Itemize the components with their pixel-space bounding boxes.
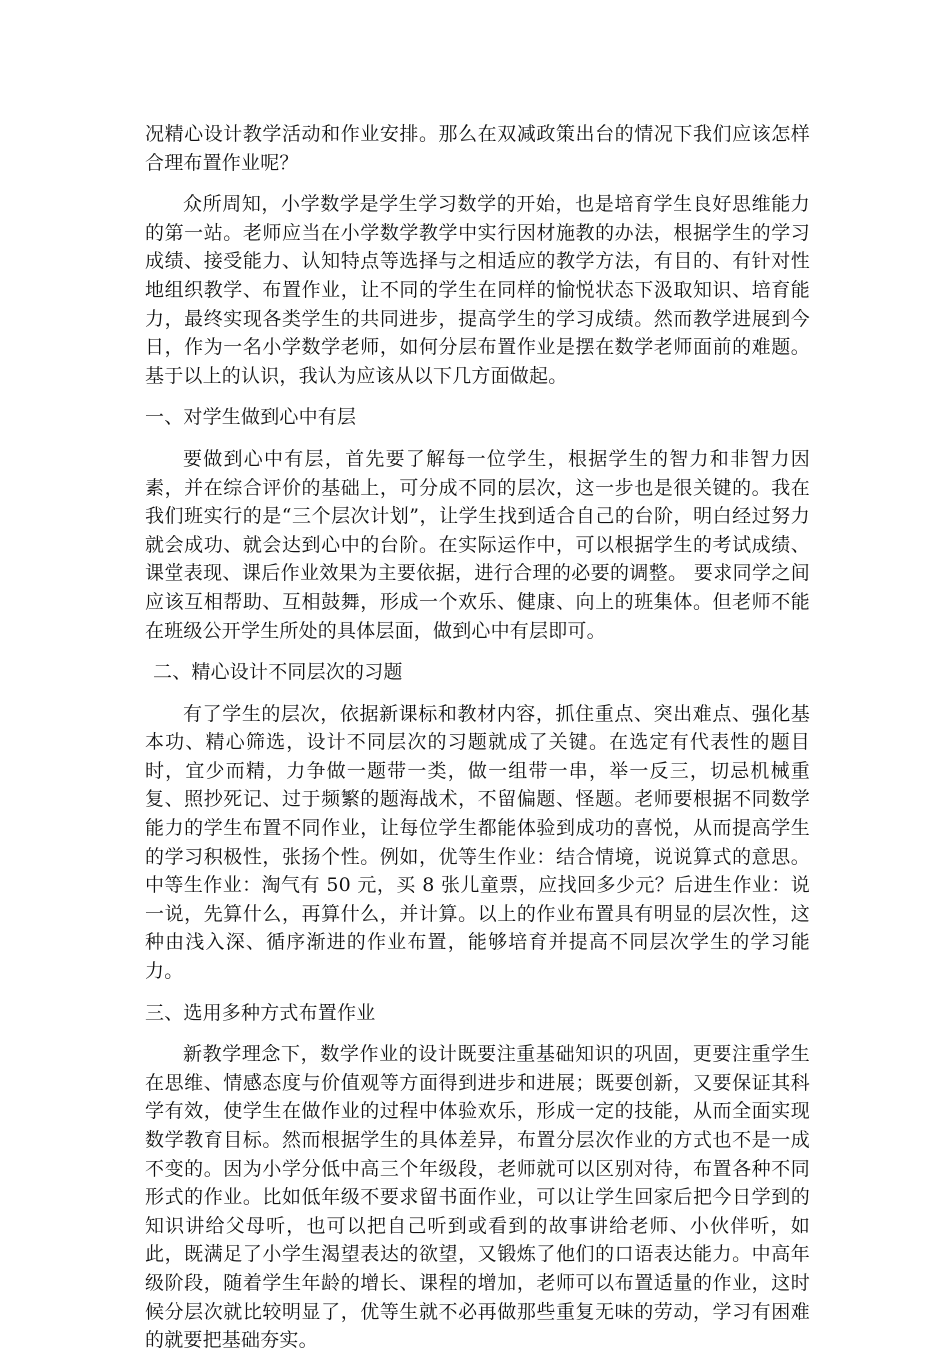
document-page <box>145 120 810 1368</box>
paragraph-section-2: 有了学生的层次，依据新课标和教材内容，抓住重点、突出难点、强化基本功、精心筛选，设计不同层次的习题就成了关键。在选定有代表性的题目时，宜少而精，力争做一题带一类，做一组带一串，举一反三，切忌机械重复、照抄死记、过于频繁的题海战术，不留偏题、怪题。老师要根据不同数学能力的学生布置不同作业，让每位学生都能体验到成功的喜悦，从而提高学生的学习积极性，张扬个性。例如，优等生作业：结合情境，说说算式的意思。中等生作业：淘气有 50 元，买 8 张儿童票，应找回多少元？后进生作业：说一说，先算什么，再算什么，并计算。以上的作业布置具有明显的层次性，这种由浅入深、循序渐进的作业布置，能够培育并提高不同层次学生的学习能力。 <box>145 702 810 983</box>
paragraph-section-3: 新教学理念下，数学作业的设计既要注重基础知识的巩固，更要注重学生在思维、情感态度与价值观等方面得到进步和进展；既要创新，又要保证其科学有效，使学生在做作业的过程中体验欢乐，形成一定的技能，从而全面实现数学教育目标。然而根据学生的具体差异，布置分层次作业的方式也不是一成不变的。因为小学分低中高三个年级段，老师就可以区别对待，布置各种不同形式的作业。比如低年级不要求留书面作业，可以让学生回家后把今日学到的知识讲给父母听，也可以把自己听到或看到的故事讲给老师、小伙伴听，如此，既满足了小学生渴望表达的欲望，又锻炼了他们的口语表达能力。中高年级阶段，随着学生年龄的增长、课程的增加，老师可以布置适量的作业，这时候分层次就比较明显了，优等生就不必再做那些重复无味的劳动，学习有困难的就要把基础夯实。 <box>145 1043 810 1352</box>
paragraph-intro: 众所周知，小学数学是学生学习数学的开始，也是培育学生良好思维能力的第一站。老师应当在小学数学教学中实行因材施教的办法，根据学生的学习成绩、接受能力、认知特点等选择与之相适应的教学方法，有目的、有针对性地组织教学、布置作业，让不同的学生在同样的愉悦状态下汲取知识、培育能力，最终实现各类学生的共同进步，提高学生的学习成绩。然而教学进展到今日，作为一名小学数学老师，如何分层布置作业是摆在数学老师面前的难题。基于以上的认识，我认为应该从以下几方面做起。 <box>145 193 810 387</box>
section-heading-2: 二、精心设计不同层次的习题 <box>153 661 403 684</box>
section-heading-1: 一、对学生做到心中有层 <box>145 406 357 429</box>
paragraph-section-1: 要做到心中有层，首先要了解每一位学生，根据学生的智力和非智力因素，并在综合评价的基础上，可分成不同的层次，这一步也是很关键的。我在我们班实行的是“三个层次计划”，让学生找到适合自己的台阶，明白经过努力就会成功、就会达到心中的台阶。在实际运作中，可以根据学生的考试成绩、课堂表现、课后作业效果为主要依据，进行合理的必要的调整。 要求同学之间应该互相帮助、互相鼓舞，形成一个欢乐、健康、向上的班集体。但老师不能在班级公开学生所处的具体层面，做到心中有层即可。 <box>145 447 810 642</box>
section-heading-3: 三、选用多种方式布置作业 <box>145 1001 376 1024</box>
paragraph-continuation: 况精心设计教学活动和作业安排。那么在双减政策出台的情况下我们应该怎样合理布置作业呢？ <box>145 123 810 174</box>
